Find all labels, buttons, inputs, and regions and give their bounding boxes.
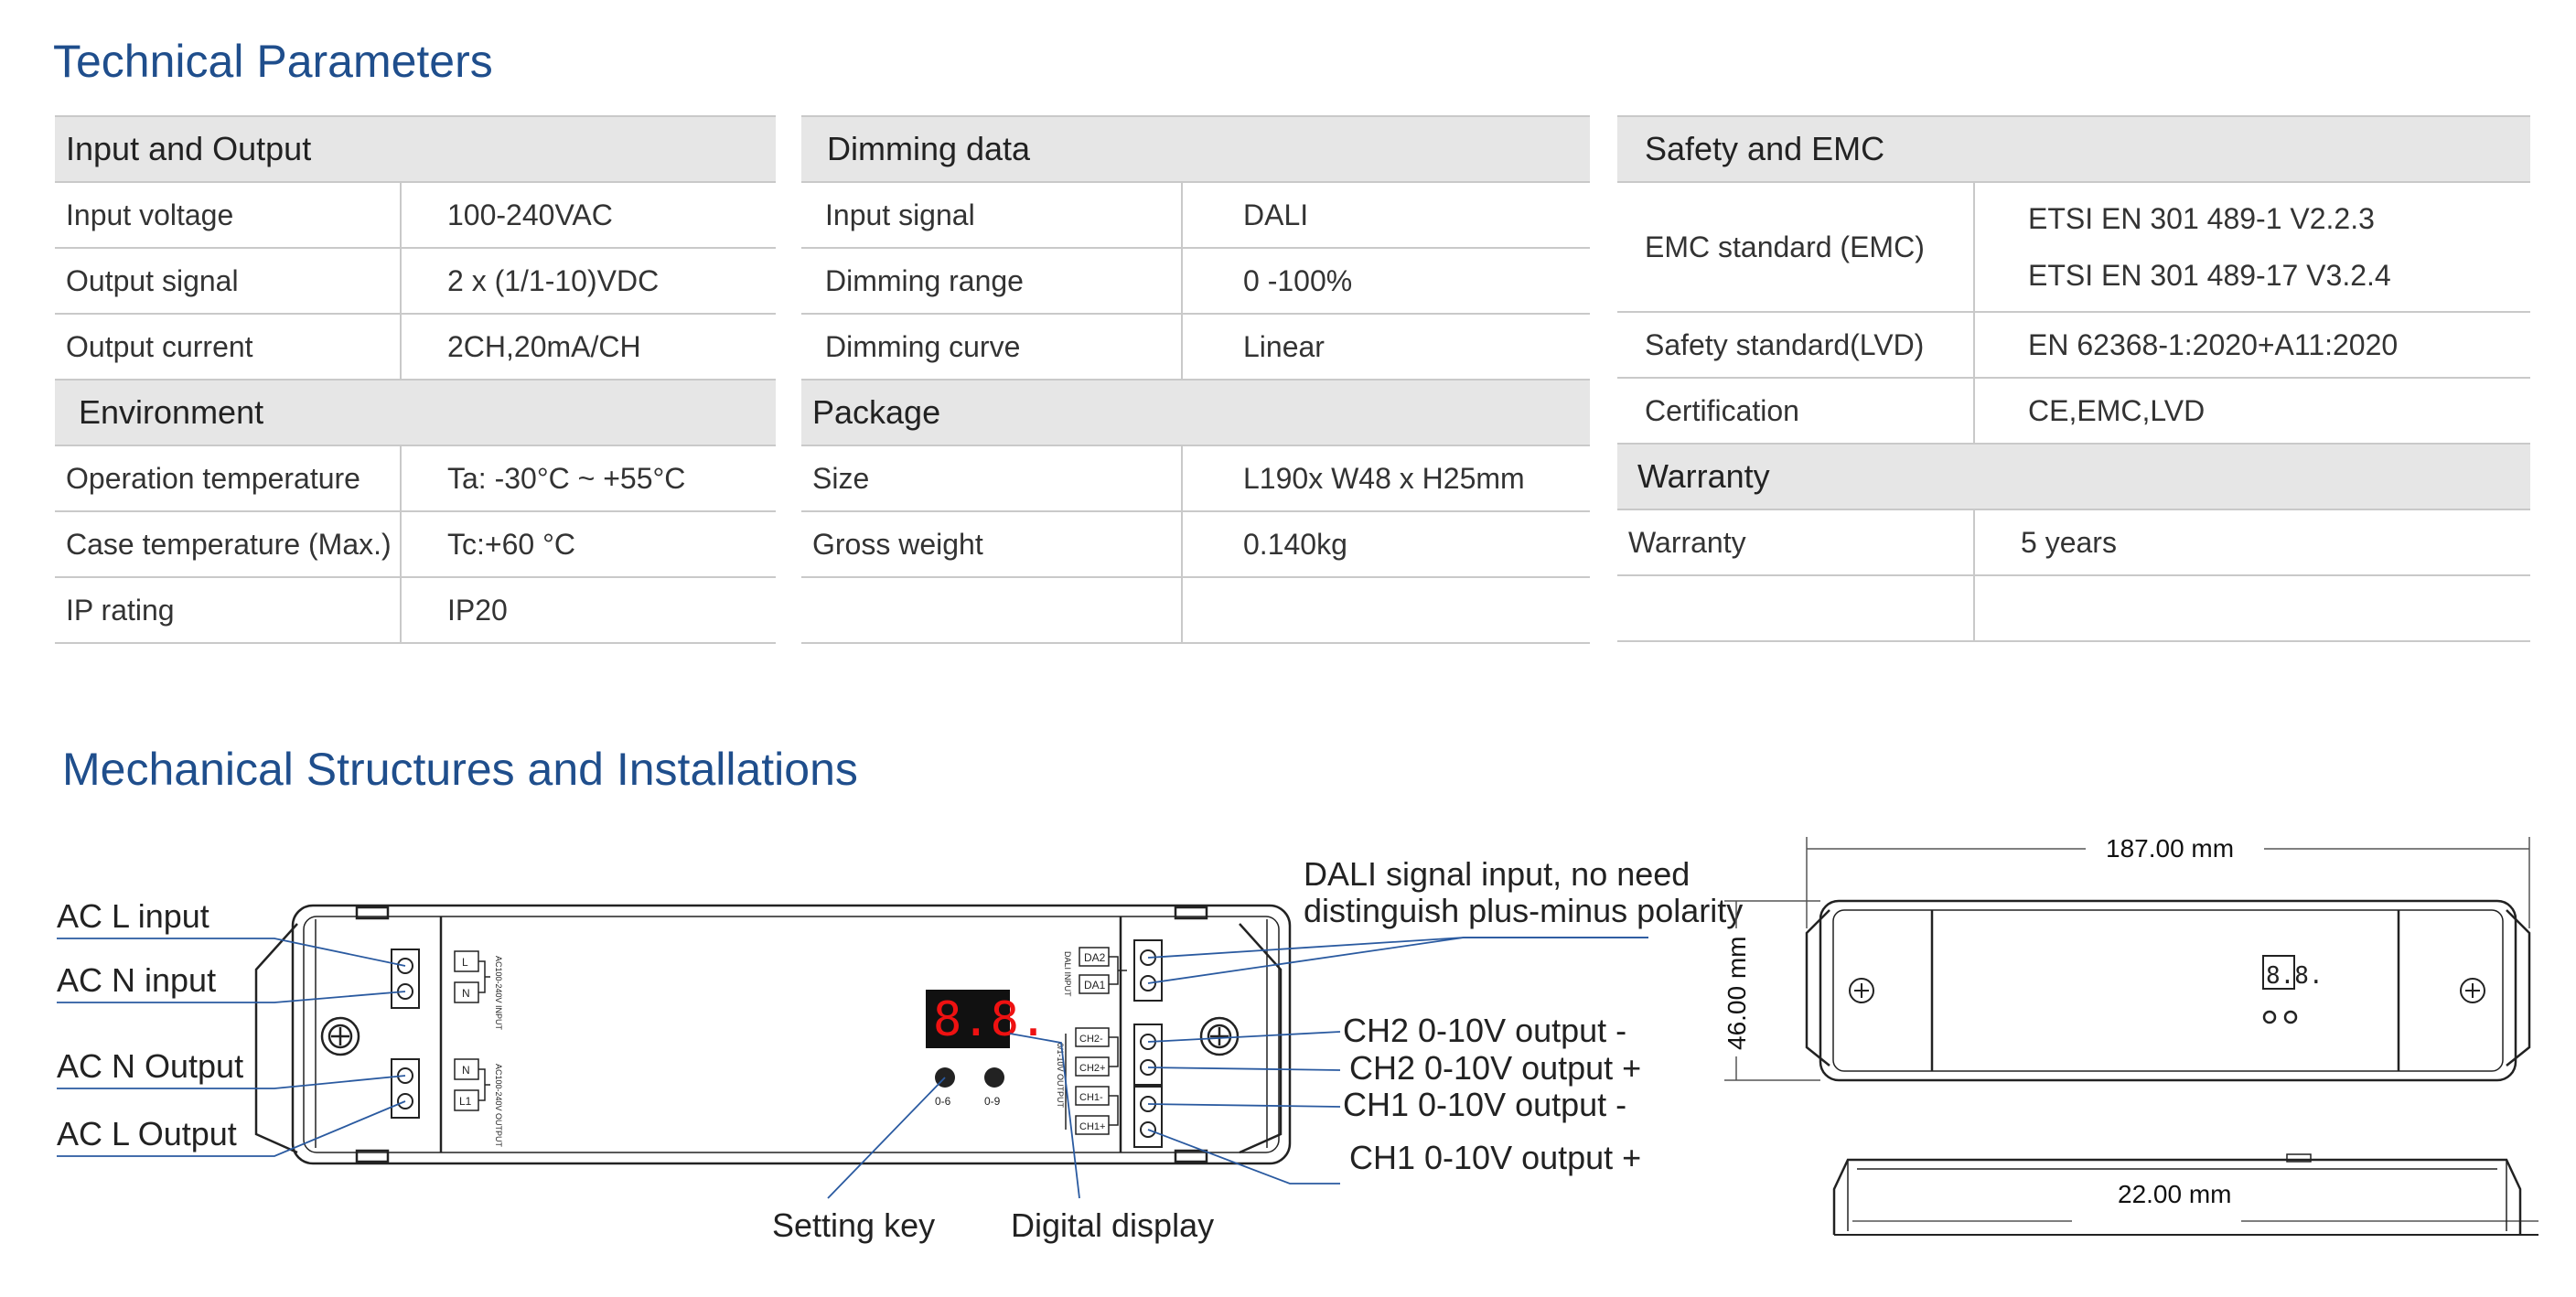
row-value: CE,EMC,LVD [1974,378,2530,444]
row-value: Ta: -30°C ~ +55°C [401,445,776,511]
da1-label: DA1 [1084,979,1106,992]
callout-dali-line2: distinguish plus-minus polarity [1304,892,1744,929]
digital-display-readout: 8.8. [933,992,1048,1047]
table-header: Dimming data [801,116,1590,182]
row-label: Output signal [55,248,401,314]
dali-input-label: DALI INPUT [1063,951,1072,997]
ac-output-label: AC100-240V OUTPUT [494,1064,503,1148]
mounting-screw-icon [1850,979,1873,1002]
callout-digital-display: Digital display [1011,1206,1215,1244]
dali-input-terminal [1134,940,1162,1001]
callout-ch2-minus: CH2 0-10V output - [1343,1012,1627,1049]
callout-ac-l-output: AC L Output [57,1115,237,1152]
device-top-view [1807,901,2529,1080]
dimension-height: 22.00 mm [2118,1180,2232,1208]
row-label: Operation temperature [55,445,401,511]
callout-dali-line1: DALI signal input, no need [1304,855,1690,893]
dimension-width: 46.00 mm [1723,936,1751,1050]
row-value: DALI [1182,182,1590,248]
terminal-n-label: N [462,987,470,1000]
row-value: 0 -100% [1182,248,1590,314]
row-label: Input signal [801,182,1182,248]
row-value: 100-240VAC [401,182,776,248]
emc-standard-1: ETSI EN 301 489-1 V2.2.3 [2028,202,2375,235]
ch2-plus-terminal-label: CH2+ [1079,1063,1106,1074]
mounting-screw-icon [1201,1018,1238,1055]
row-value: EN 62368-1:2020+A11:2020 [1974,312,2530,378]
callout-setting-key: Setting key [772,1206,936,1244]
row-value: IP20 [401,577,776,643]
row-value: L190x W48 x H25mm [1182,445,1590,511]
row-label: Input voltage [55,182,401,248]
callout-ch1-minus: CH1 0-10V output - [1343,1086,1627,1123]
row-label: EMC standard (EMC) [1617,182,1974,312]
top-view-display-icon: 8.8. [2266,962,2324,990]
table-header: Safety and EMC [1617,116,2530,182]
ch1-minus-terminal-label: CH1- [1079,1092,1103,1103]
row-label: Gross weight [801,511,1182,577]
row-value: 5 years [1974,509,2530,575]
row-label: Warranty [1617,509,1974,575]
table-header: Input and Output [55,116,776,182]
ac-input-label: AC100-240V INPUT [494,956,503,1031]
output-010-label: 0/1-10V OUTPUT [1056,1043,1065,1109]
da2-label: DA2 [1084,951,1106,964]
row-value: Tc:+60 °C [401,511,776,577]
mounting-screw-icon [2461,979,2485,1002]
callout-ac-n-input: AC N input [57,961,217,999]
ch2-output-terminal [1134,1024,1162,1085]
callout-ac-l-input: AC L input [57,897,209,935]
terminal-l1-label: L1 [459,1095,472,1108]
left-terminal-labels [455,951,490,1110]
row-label: Safety standard(LVD) [1617,312,1974,378]
mounting-screw-icon [322,1018,359,1055]
row-label: Case temperature (Max.) [55,511,401,577]
setting-key-1-label: 0-6 [935,1095,951,1108]
callout-ac-n-output: AC N Output [57,1047,244,1085]
setting-key-2[interactable] [984,1067,1004,1088]
row-label: Certification [1617,378,1974,444]
ac-output-terminal [392,1059,419,1118]
technical-parameters-title: Technical Parameters [53,36,493,87]
ch1-plus-terminal-label: CH1+ [1079,1121,1106,1132]
row-value: Linear [1182,314,1590,380]
table-header: Environment [55,380,776,445]
table-header: Warranty [1617,444,2530,509]
row-label: Size [801,445,1182,511]
setting-key-2-label: 0-9 [984,1095,1001,1108]
terminal-l-label: L [462,956,468,969]
row-value: 2CH,20mA/CH [401,314,776,380]
mechanical-structures-title: Mechanical Structures and Installations [62,744,858,795]
row-label: Dimming curve [801,314,1182,380]
row-value: 0.140kg [1182,511,1590,577]
terminal-n-out-label: N [462,1064,470,1077]
ch1-output-terminal [1134,1087,1162,1147]
callout-ch1-plus: CH1 0-10V output + [1349,1139,1642,1176]
row-label: Output current [55,314,401,380]
ac-input-terminal [392,949,419,1008]
row-label: IP rating [55,577,401,643]
table-header: Package [801,380,1590,445]
callout-ch2-plus: CH2 0-10V output + [1349,1049,1642,1087]
ch2-minus-terminal-label: CH2- [1079,1034,1103,1045]
emc-standard-2: ETSI EN 301 489-17 V3.2.4 [2028,259,2391,292]
row-label: Dimming range [801,248,1182,314]
row-value: 2 x (1/1-10)VDC [401,248,776,314]
dimension-length: 187.00 mm [2106,834,2235,863]
